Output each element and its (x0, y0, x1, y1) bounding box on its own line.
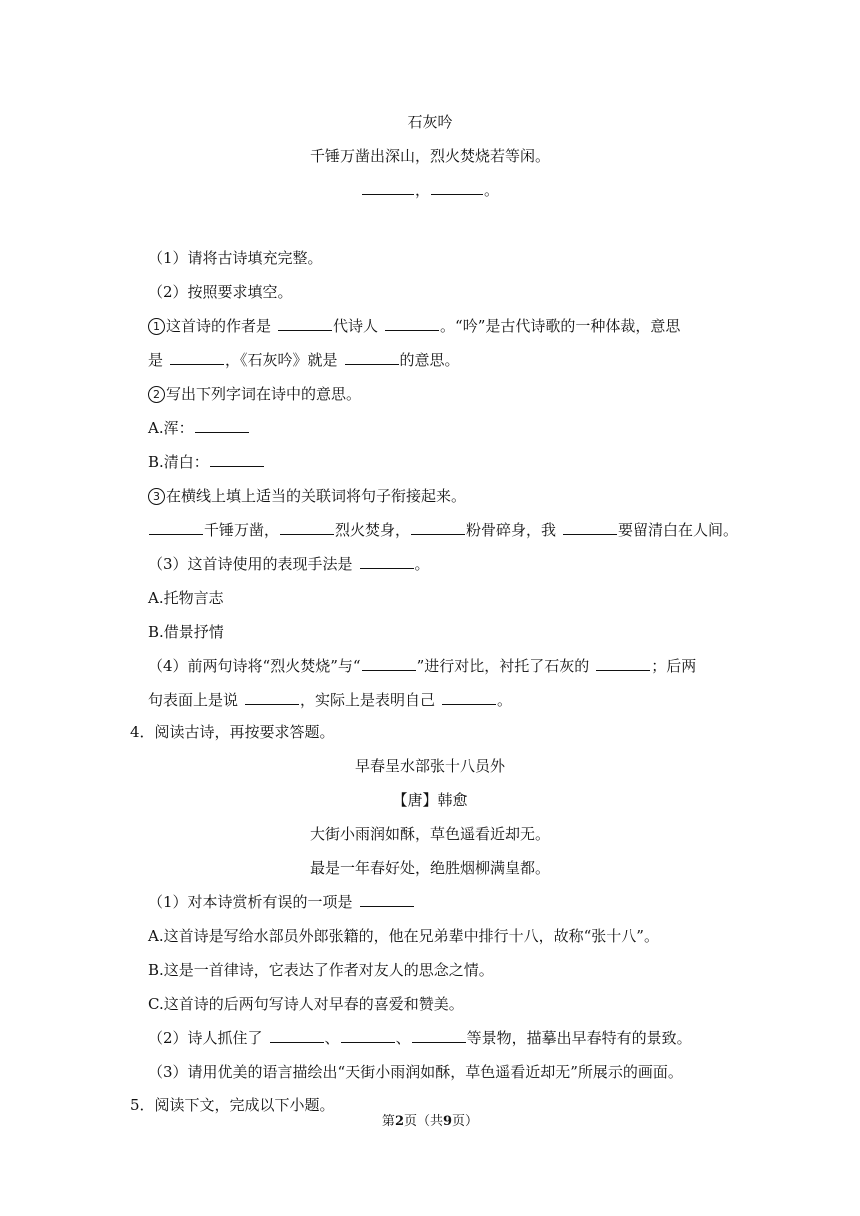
option-a: A.这首诗是写给水部员外郎张籍的，他在兄弟辈中排行十八，故称“张十八”。 (148, 927, 659, 945)
option-b: B.借景抒情 (148, 623, 224, 641)
circled-number: 3 (148, 488, 165, 505)
text: 这首诗的作者是 (166, 317, 272, 335)
circled-number: 2 (148, 386, 165, 403)
poem-line: 大街小雨润如酥，草色遥看近却无。 (309, 825, 550, 843)
poem-fill-line (0, 180, 860, 200)
option-b (148, 452, 265, 472)
question-part-1: （1）请将古诗填充完整。 (148, 249, 323, 267)
answer-blank[interactable] (362, 656, 416, 671)
connective-fill-line (148, 520, 738, 540)
text: 句表面上是说 (148, 691, 239, 709)
answer-blank[interactable] (341, 1028, 395, 1043)
answer-blank[interactable] (596, 656, 650, 671)
answer-blank[interactable] (195, 418, 249, 433)
text: 的意思。 (399, 351, 460, 369)
answer-blank[interactable] (563, 520, 617, 535)
text: 要留清白在人间。 (618, 521, 739, 539)
question-part-4 (148, 656, 696, 676)
option-b: B.这是一首律诗，它表达了作者对友人的思念之情。 (148, 961, 494, 979)
text: 第 (381, 1114, 395, 1129)
text: 是 (148, 351, 164, 369)
answer-blank[interactable] (280, 520, 334, 535)
text: （4）前两句诗将“烈火焚烧”与“ (148, 657, 361, 675)
answer-blank[interactable] (385, 316, 439, 331)
answer-blank[interactable] (360, 554, 414, 569)
text: 烈火焚身， (335, 521, 411, 539)
answer-blank[interactable] (412, 1028, 466, 1043)
text: 。 (414, 555, 430, 573)
text: 粉骨碎身，我 (466, 521, 557, 539)
sub-question-2 (148, 384, 361, 404)
text: （1）对本诗赏析有误的一项是 (148, 893, 353, 911)
sub-question-3 (148, 486, 466, 506)
text: B.清白： (148, 453, 209, 471)
text: 在横线上填上适当的关联词将句子衔接起来。 (166, 487, 467, 505)
answer-blank[interactable] (245, 690, 299, 705)
answer-blank[interactable] (149, 520, 203, 535)
text: 页（共 (403, 1114, 443, 1129)
question-5-intro: 5．阅读下文，完成以下小题。 (130, 1096, 335, 1114)
option-c: C.这首诗的后两句写诗人对早春的喜爱和赞美。 (148, 995, 464, 1013)
answer-blank[interactable] (442, 690, 496, 705)
sub-question-1-line-2 (148, 350, 460, 370)
poem-line: 最是一年春好处，绝胜烟柳满皇都。 (309, 859, 550, 877)
text: 等景物，描摹出早春特有的景致。 (466, 1029, 692, 1047)
page-footer (0, 1112, 860, 1132)
question-part-1 (148, 892, 415, 912)
answer-blank[interactable] (170, 350, 224, 365)
question-part-3 (148, 554, 430, 574)
question-part-2: （2）按照要求填空。 (148, 283, 293, 301)
text: 、 (395, 1029, 411, 1047)
page-total: 9 (443, 1114, 453, 1129)
text: 、 (324, 1029, 340, 1047)
answer-blank[interactable] (411, 520, 465, 535)
sub-question-1-line (148, 316, 680, 336)
option-a (148, 418, 250, 438)
text: ，《石灰吟》就是 (225, 351, 338, 369)
page-number: 2 (394, 1114, 404, 1129)
answer-blank[interactable] (362, 180, 414, 195)
poem-line: 千锤万凿出深山，烈火焚烧若等闲。 (309, 147, 550, 165)
text: 千锤万凿， (204, 521, 280, 539)
question-part-2 (148, 1028, 692, 1048)
poem-title: 早春呈水部张十八员外 (354, 757, 505, 775)
text: 页） (452, 1114, 479, 1129)
poem-title: 石灰吟 (407, 113, 453, 131)
text: 写出下列字词在诗中的意思。 (166, 385, 362, 403)
text: ，实际上是表明自己 (300, 691, 436, 709)
question-part-3: （3）请用优美的语言描绘出“天街小雨润如酥，草色遥看近却无”所展示的画面。 (148, 1063, 683, 1081)
answer-blank[interactable] (270, 1028, 324, 1043)
text: （2）诗人抓住了 (148, 1029, 263, 1047)
answer-blank[interactable] (431, 180, 483, 195)
option-a: A.托物言志 (148, 589, 224, 607)
punctuation: ， (414, 181, 430, 199)
text: A.浑： (148, 419, 194, 437)
text: 。 (497, 691, 513, 709)
text: （3）这首诗使用的表现手法是 (148, 555, 353, 573)
question-part-4-line-2 (148, 690, 512, 710)
text: 代诗人 (333, 317, 379, 335)
answer-blank[interactable] (210, 452, 264, 467)
punctuation: 。 (484, 181, 500, 199)
question-4-intro: 4．阅读古诗，再按要求答题。 (130, 723, 335, 741)
text: ；后两 (651, 657, 697, 675)
circled-number: 1 (148, 318, 165, 335)
answer-blank[interactable] (278, 316, 332, 331)
text: 。“吟”是古代诗歌的一种体裁，意思 (440, 317, 681, 335)
answer-blank[interactable] (360, 892, 414, 907)
answer-blank[interactable] (345, 350, 399, 365)
poem-author: 【唐】韩愈 (392, 791, 468, 809)
text: ”进行对比，衬托了石灰的 (416, 657, 590, 675)
